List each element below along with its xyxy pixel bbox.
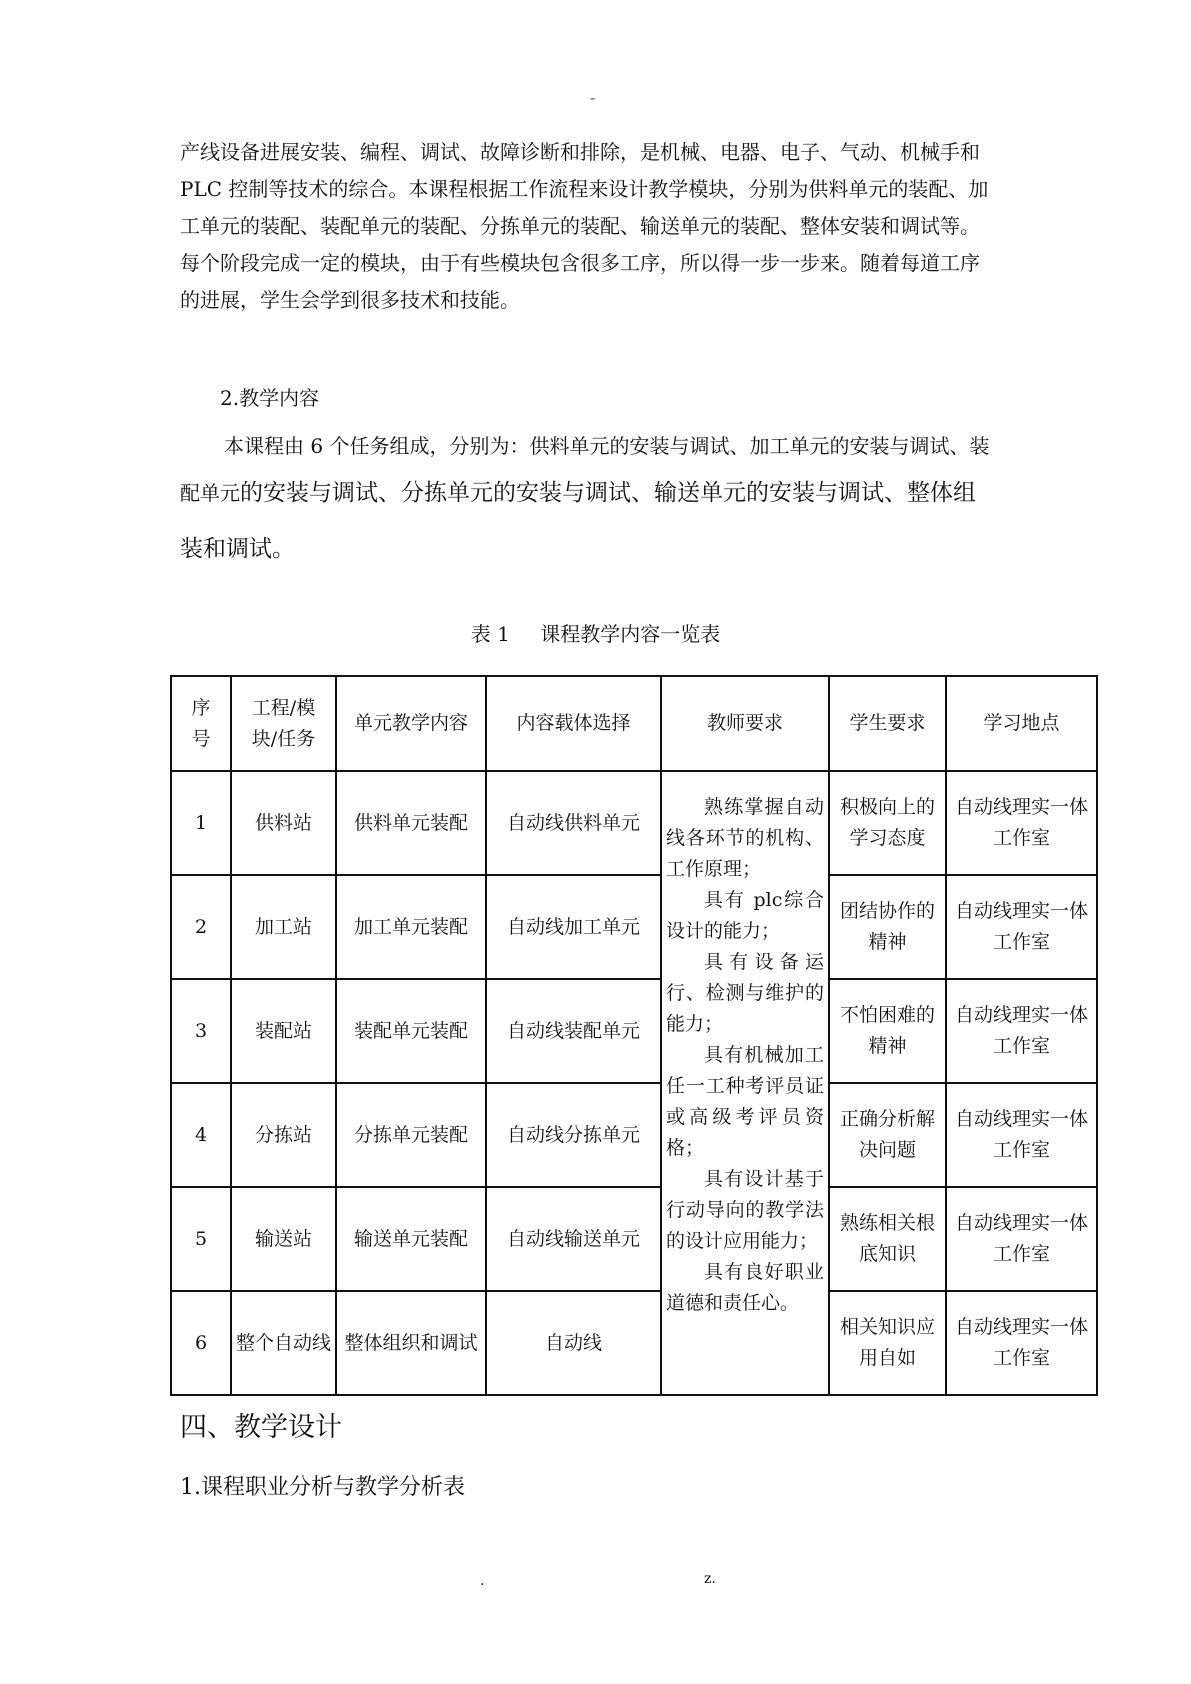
cell-seq: 3 (171, 979, 231, 1083)
cell-student: 熟练相关根底知识 (829, 1187, 946, 1291)
footer-left-mark: . (480, 1573, 485, 1589)
cell-carrier: 自动线分拣单元 (486, 1083, 661, 1187)
table-caption-number: 表 1 (470, 622, 510, 646)
cell-student: 正确分析解决问题 (829, 1083, 946, 1187)
header-module-line1: 工程/模 (251, 696, 316, 719)
cell-module: 加工站 (231, 875, 336, 979)
footer-right-mark: z. (704, 1571, 716, 1587)
content-line-2-small: 配单元 (180, 481, 240, 505)
cell-seq: 2 (171, 875, 231, 979)
intro-line: 产线设备进展安装、编程、调试、故障诊断和排除，是机械、电器、电子、气动、机械手和 (180, 140, 980, 164)
table-row (171, 1083, 1097, 1187)
cell-module: 输送站 (231, 1187, 336, 1291)
cell-content: 装配单元装配 (336, 979, 486, 1083)
intro-line: 每个阶段完成一定的模块，由于有些模块包含很多工序，所以得一步一步来。随着每道工序 (180, 251, 980, 275)
cell-carrier: 自动线加工单元 (486, 875, 661, 979)
table-row (171, 771, 1097, 875)
cell-module: 分拣站 (231, 1083, 336, 1187)
header-seq-line2: 号 (191, 727, 211, 750)
intro-line: 的进展，学生会学到很多技术和技能。 (180, 288, 520, 312)
cell-student: 不怕困难的精神 (829, 979, 946, 1083)
cell-content: 整体组织和调试 (336, 1291, 486, 1395)
table-header-row (171, 676, 1097, 771)
header-carrier: 内容载体选择 (486, 676, 661, 771)
header-mark: - (590, 88, 596, 107)
cell-carrier: 自动线 (486, 1291, 661, 1395)
cell-location: 自动线理实一体工作室 (946, 771, 1097, 875)
teacher-requirement: 具有良好职业道德和责任心。 (666, 1261, 824, 1314)
cell-seq: 5 (171, 1187, 231, 1291)
subsection-heading: 1.课程职业分析与教学分析表 (180, 1475, 465, 1500)
content-line-1: 本课程由 6 个任务组成，分别为：供料单元的安装与调试、加工单元的安装与调试、装 (224, 434, 990, 458)
cell-seq: 4 (171, 1083, 231, 1187)
header-seq (171, 676, 231, 771)
cell-content: 供料单元装配 (336, 771, 486, 875)
table-caption-title: 课程教学内容一览表 (540, 622, 721, 646)
section-4-heading: 四、教学设计 (180, 1412, 342, 1443)
table-row (171, 1291, 1097, 1395)
header-student: 学生要求 (829, 676, 946, 771)
cell-module: 装配站 (231, 979, 336, 1083)
cell-location: 自动线理实一体工作室 (946, 1083, 1097, 1187)
cell-content: 加工单元装配 (336, 875, 486, 979)
cell-carrier: 自动线输送单元 (486, 1187, 661, 1291)
header-content: 单元教学内容 (336, 676, 486, 771)
content-paragraph (180, 428, 1010, 577)
header-location: 学习地点 (946, 676, 1097, 771)
teacher-requirement: 具有机械加工任一工种考评员证或高级考评员资格； (666, 1044, 824, 1159)
cell-location: 自动线理实一体工作室 (946, 979, 1097, 1083)
cell-content: 分拣单元装配 (336, 1083, 486, 1187)
cell-teacher-requirements (661, 771, 829, 1395)
table-row (171, 875, 1097, 979)
course-content-table (170, 675, 1098, 1396)
cell-location: 自动线理实一体工作室 (946, 1291, 1097, 1395)
teacher-requirement: 具有设计基于行动导向的教学法的设计应用能力； (666, 1168, 824, 1252)
cell-content: 输送单元装配 (336, 1187, 486, 1291)
content-line-2-large: 的安装与调试、分拣单元的安装与调试、输送单元的安装与调试、整体组 (240, 480, 976, 506)
cell-seq: 6 (171, 1291, 231, 1395)
header-module-line2: 块/任务 (251, 727, 316, 750)
cell-student: 团结协作的精神 (829, 875, 946, 979)
header-teacher: 教师要求 (661, 676, 829, 771)
cell-seq: 1 (171, 771, 231, 875)
header-seq-line1: 序 (191, 696, 211, 719)
teacher-requirement: 熟练掌握自动线各环节的机构、工作原理； (666, 796, 824, 880)
cell-module: 整个自动线 (231, 1291, 336, 1395)
header-module (231, 676, 336, 771)
content-line-3: 装和调试。 (180, 536, 295, 562)
section-2-heading: 2.教学内容 (220, 386, 320, 410)
cell-location: 自动线理实一体工作室 (946, 1187, 1097, 1291)
cell-student: 相关知识应用自如 (829, 1291, 946, 1395)
table-row (171, 1187, 1097, 1291)
table-row (171, 979, 1097, 1083)
cell-student: 积极向上的学习态度 (829, 771, 946, 875)
cell-location: 自动线理实一体工作室 (946, 875, 1097, 979)
cell-carrier: 自动线供料单元 (486, 771, 661, 875)
table-caption (0, 618, 1191, 647)
intro-line: 工单元的装配、装配单元的装配、分拣单元的装配、输送单元的装配、整体安装和调试等。 (180, 214, 980, 238)
cell-module: 供料站 (231, 771, 336, 875)
cell-carrier: 自动线装配单元 (486, 979, 661, 1083)
intro-line: PLC 控制等技术的综合。本课程根据工作流程来设计教学模块，分别为供料单元的装配、加 (180, 177, 989, 201)
intro-paragraph (180, 134, 1010, 319)
content-line-2 (180, 465, 1010, 521)
teacher-requirement: 具有设备运行、检测与维护的能力； (666, 951, 824, 1035)
teacher-requirement: 具有 plc综合设计的能力； (666, 889, 824, 942)
